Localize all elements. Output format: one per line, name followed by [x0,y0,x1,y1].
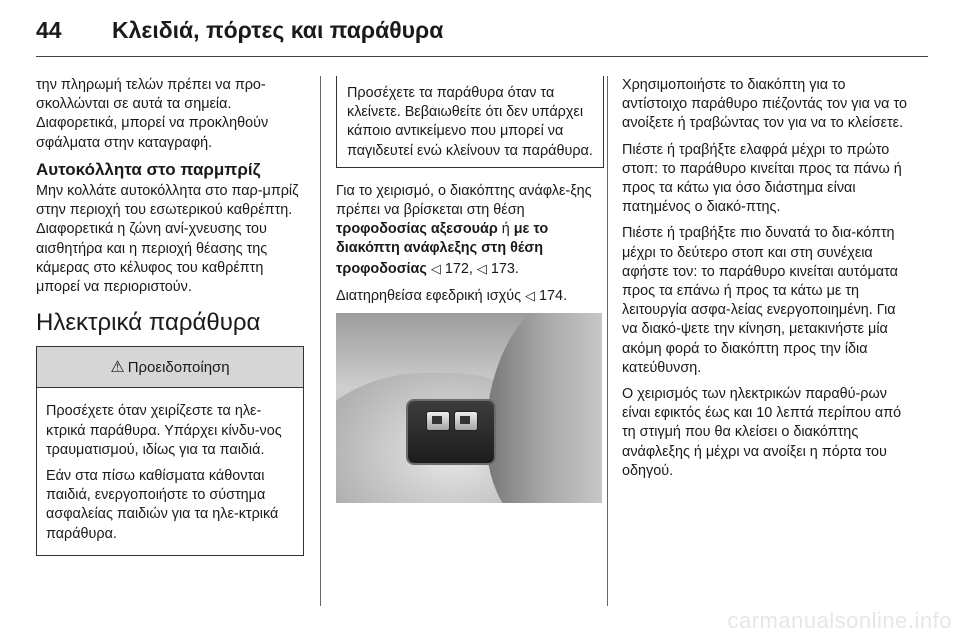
chapter-title: Κλειδιά, πόρτες και παράθυρα [112,16,444,43]
page-header [36,10,926,50]
page-reference[interactable]: 172, [440,260,477,277]
window-switch [426,411,450,431]
note-text: Προσέχετε τα παράθυρα όταν τα κλείνετε. Βεβαιωθείτε ότι δεν υπάρχει κάποιο αντικείμενο που μπορεί να παγιδευτεί ενώ κλείνουν τα παράθυρα. [347,85,593,159]
note-box [336,76,604,168]
paragraph: Πιέστε ή τραβήξτε ελαφρά μέχρι το πρώτο στοπ: το παράθυρο κινείται προς τα πάνω ή προς τα κάτω για όσο διάστημα είναι πατημένος ο διακό-πτης. [622,141,902,216]
bold-term: με το διακόπτη ανάφλεξης στη θέση τροφοδοσίας [336,221,549,277]
watermark: carmanualsonline.info [727,608,952,633]
bold-term: τροφοδοσίας αξεσουάρ [336,221,498,238]
column-right [622,76,912,488]
column-divider [320,76,321,606]
paragraph: Ο χειρισμός των ηλεκτρικών παραθύ-ρων είναι εφικτός έως και 10 λεπτά περίπου από τη στιγμή που θα κλείσει ο διακόπτης ανάφλεξης ή μέχρι να ανοίξει η πόρτα του οδηγού. [622,386,902,479]
warning-body [37,388,303,554]
page-ref-arrow-icon: ◁ [476,260,487,276]
column-left [36,76,304,556]
header-divider [36,56,928,57]
page-reference[interactable]: 174. [535,287,568,304]
column-divider [607,76,608,606]
page-number: 44 [36,16,62,43]
warning-box [36,346,304,555]
page-ref-arrow-icon: ◁ [430,260,441,276]
warning-triangle-icon: ⚠ [110,358,125,376]
warning-paragraph: Εάν στα πίσω καθίσματα κάθονται παιδιά, ενεργοποιήστε το σύστημα ασφαλείας παιδιών για τα ηλε-κτρικά παράθυρα. [46,468,279,542]
paragraph: Για το χειρισμό, ο διακόπτης ανάφλε-ξης πρέπει να βρίσκεται στη θέση τροφοδοσίας αξεσουάρ ή με το διακόπτη ανάφλεξης στη θέση τροφοδοσίας ◁ 172, ◁ 173. [336,182,592,277]
paragraph: Χρησιμοποιήστε το διακόπτη για το αντίστοιχο παράθυρο πιέζοντάς τον για να το ανοίξετε ή τραβώντας τον για να το κλείσετε. [622,77,907,132]
page-reference[interactable]: 173. [486,260,519,277]
paragraph: Διατηρηθείσα εφεδρική ισχύς ◁ 174. [336,287,568,304]
column-middle [336,76,604,503]
warning-paragraph: Προσέχετε όταν χειρίζεστε τα ηλε-κτρικά παράθυρα. Υπάρχει κίνδυ-νος τραυματισμού, ιδίως για τα παιδιά. [46,403,282,458]
section-heading: Αυτοκόλλητα στο παρμπρίζ [36,159,261,179]
warning-header [37,346,303,388]
paragraph: Μην κολλάτε αυτοκόλλητα στο παρ-μπρίζ στην περιοχή του εσωτερικού καθρέπτη. Διαφορετικά η ζώνη ανί-χνευσης του αισθητήρα και η περιοχή θέασης της κάμερας στο κέλυφος του καθρέπτη μπορεί να περιοριστούν. [36,183,299,296]
window-switch [454,411,478,431]
switch-panel [408,401,494,463]
window-switch-photo [336,313,602,503]
paragraph: την πληρωμή τελών πρέπει να προ-σκολλώνται σε αυτά τα σημεία. Διαφορετικά, μπορεί να προκληθούν σφάλματα στην καταγραφή. [36,77,269,151]
chapter-heading: Ηλεκτρικά παράθυρα [36,309,261,337]
paragraph: Πιέστε ή τραβήξτε πιο δυνατά το δια-κόπτη μέχρι το δεύτερο στοπ και στη συνέχεια αφήστε τον: το παράθυρο κινείται αυτόματα προς τα επάνω ή προς τα κάτω με τη λειτουργία ασφα-λείας ενεργοποιημένη. Για να διακό-ψετε την κίνηση, μετακινήστε μία ακόμη φορά το διακόπτη προς την ίδια κατεύθυνση. [622,225,898,376]
page-ref-arrow-icon: ◁ [525,287,536,303]
warning-title: Προειδοποίηση [127,358,230,376]
